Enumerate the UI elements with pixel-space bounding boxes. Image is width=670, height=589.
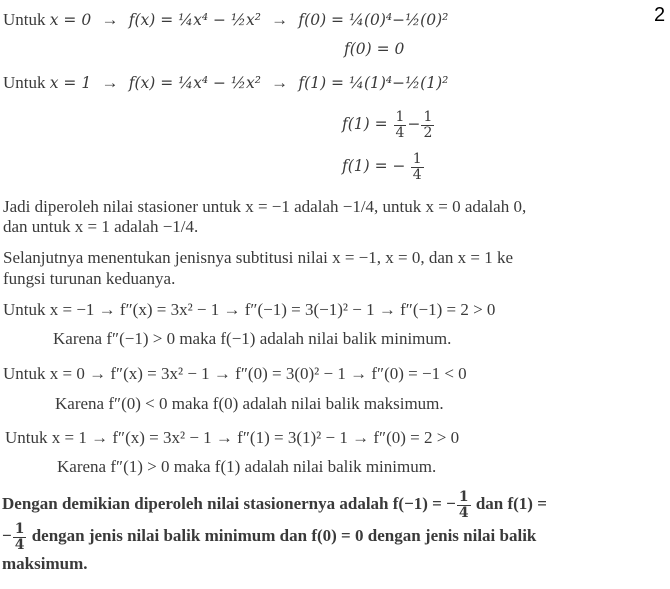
- math: f(1) = −: [342, 157, 406, 175]
- text: Untuk: [3, 73, 50, 92]
- numerator: 1: [458, 488, 469, 505]
- arrow-icon: →: [101, 10, 119, 29]
- step-x0-conclusion: Karena f″(0) < 0 maka f(0) adalah nilai balik maksimum.: [55, 394, 444, 413]
- operator: −: [407, 115, 421, 133]
- math: f(0) = 0: [344, 40, 405, 58]
- step-x1-conclusion: Karena f″(1) > 0 maka f(1) adalah nilai balik minimum.: [57, 457, 437, 476]
- denominator: 4: [412, 166, 422, 183]
- paragraph-stasioner-1: Jadi diperoleh nilai stasioner untuk x = −1 adalah −1/4, untuk x = 0 adalah 0,: [3, 197, 527, 216]
- denominator: 4: [395, 124, 405, 141]
- math: f(0) = ¼(0)⁴−½(0)²: [298, 11, 449, 29]
- step-x1: Untuk x = 1 → f″(x) = 3x² − 1 → f″(1) = 3(1)² − 1 → f″(0) = 2 > 0: [5, 428, 460, 447]
- step-x0: Untuk x = 0 → f″(x) = 3x² − 1 → f″(0) = 3(0)² − 1 → f″(0) = −1 < 0: [3, 364, 467, 383]
- text: dengan jenis nilai balik minimum dan f(0) = 0 dengan jenis nilai balik: [27, 526, 537, 545]
- page-number: 2: [654, 4, 666, 26]
- math: f(x) = ¼x⁴ − ½x²: [128, 11, 261, 29]
- math: f(x) = ¼x⁴ − ½x²: [128, 74, 261, 92]
- math: f(1) = ¼(1)⁴−½(1)²: [298, 74, 449, 92]
- fraction: [457, 490, 471, 521]
- arrow-icon: →: [101, 73, 119, 92]
- paragraph-jenis-1: Selanjutnya menentukan jenisnya subtitusi nilai x = −1, x = 0, dan x = 1 ke: [3, 248, 514, 267]
- arrow-icon: →: [271, 10, 289, 29]
- line-f1-fraction: [342, 104, 435, 144]
- numerator: 1: [395, 108, 405, 125]
- fraction: [394, 110, 407, 141]
- numerator: 1: [14, 520, 25, 537]
- math: x = 1: [49, 74, 92, 92]
- fraction: [411, 152, 424, 183]
- denominator: 2: [423, 124, 433, 141]
- text: dan f(1) =: [471, 494, 547, 513]
- denominator: 4: [14, 536, 25, 553]
- line-untuk-x1: [3, 73, 448, 93]
- fraction: [421, 110, 434, 141]
- text: Dengan demikian diperoleh nilai stasionernya adalah f(−1) = −: [2, 494, 456, 513]
- conclusion-line-3: maksimum.: [2, 554, 88, 573]
- math: f(1) =: [342, 115, 393, 133]
- paragraph-jenis-2: fungsi turunan keduanya.: [3, 269, 176, 288]
- conclusion-line-2: [2, 520, 536, 553]
- denominator: 4: [458, 504, 469, 521]
- paragraph-stasioner-2: dan untuk x = 1 adalah −1/4.: [3, 217, 199, 236]
- numerator: 1: [412, 150, 422, 167]
- step-x-neg1-conclusion: Karena f″(−1) > 0 maka f(−1) adalah nilai balik minimum.: [53, 329, 452, 348]
- conclusion-line-1: [2, 488, 547, 521]
- math: x = 0: [49, 11, 92, 29]
- line-untuk-x0: [3, 10, 448, 30]
- fraction: [13, 522, 27, 553]
- numerator: 1: [423, 108, 433, 125]
- line-f0-result: [344, 39, 404, 59]
- arrow-icon: →: [271, 73, 289, 92]
- line-f1-result: [342, 146, 425, 186]
- step-x-neg1: Untuk x = −1 → f″(x) = 3x² − 1 → f″(−1) = 3(−1)² − 1 → f″(−1) = 2 > 0: [3, 300, 496, 319]
- text: −: [2, 526, 12, 545]
- text: Untuk: [3, 10, 50, 29]
